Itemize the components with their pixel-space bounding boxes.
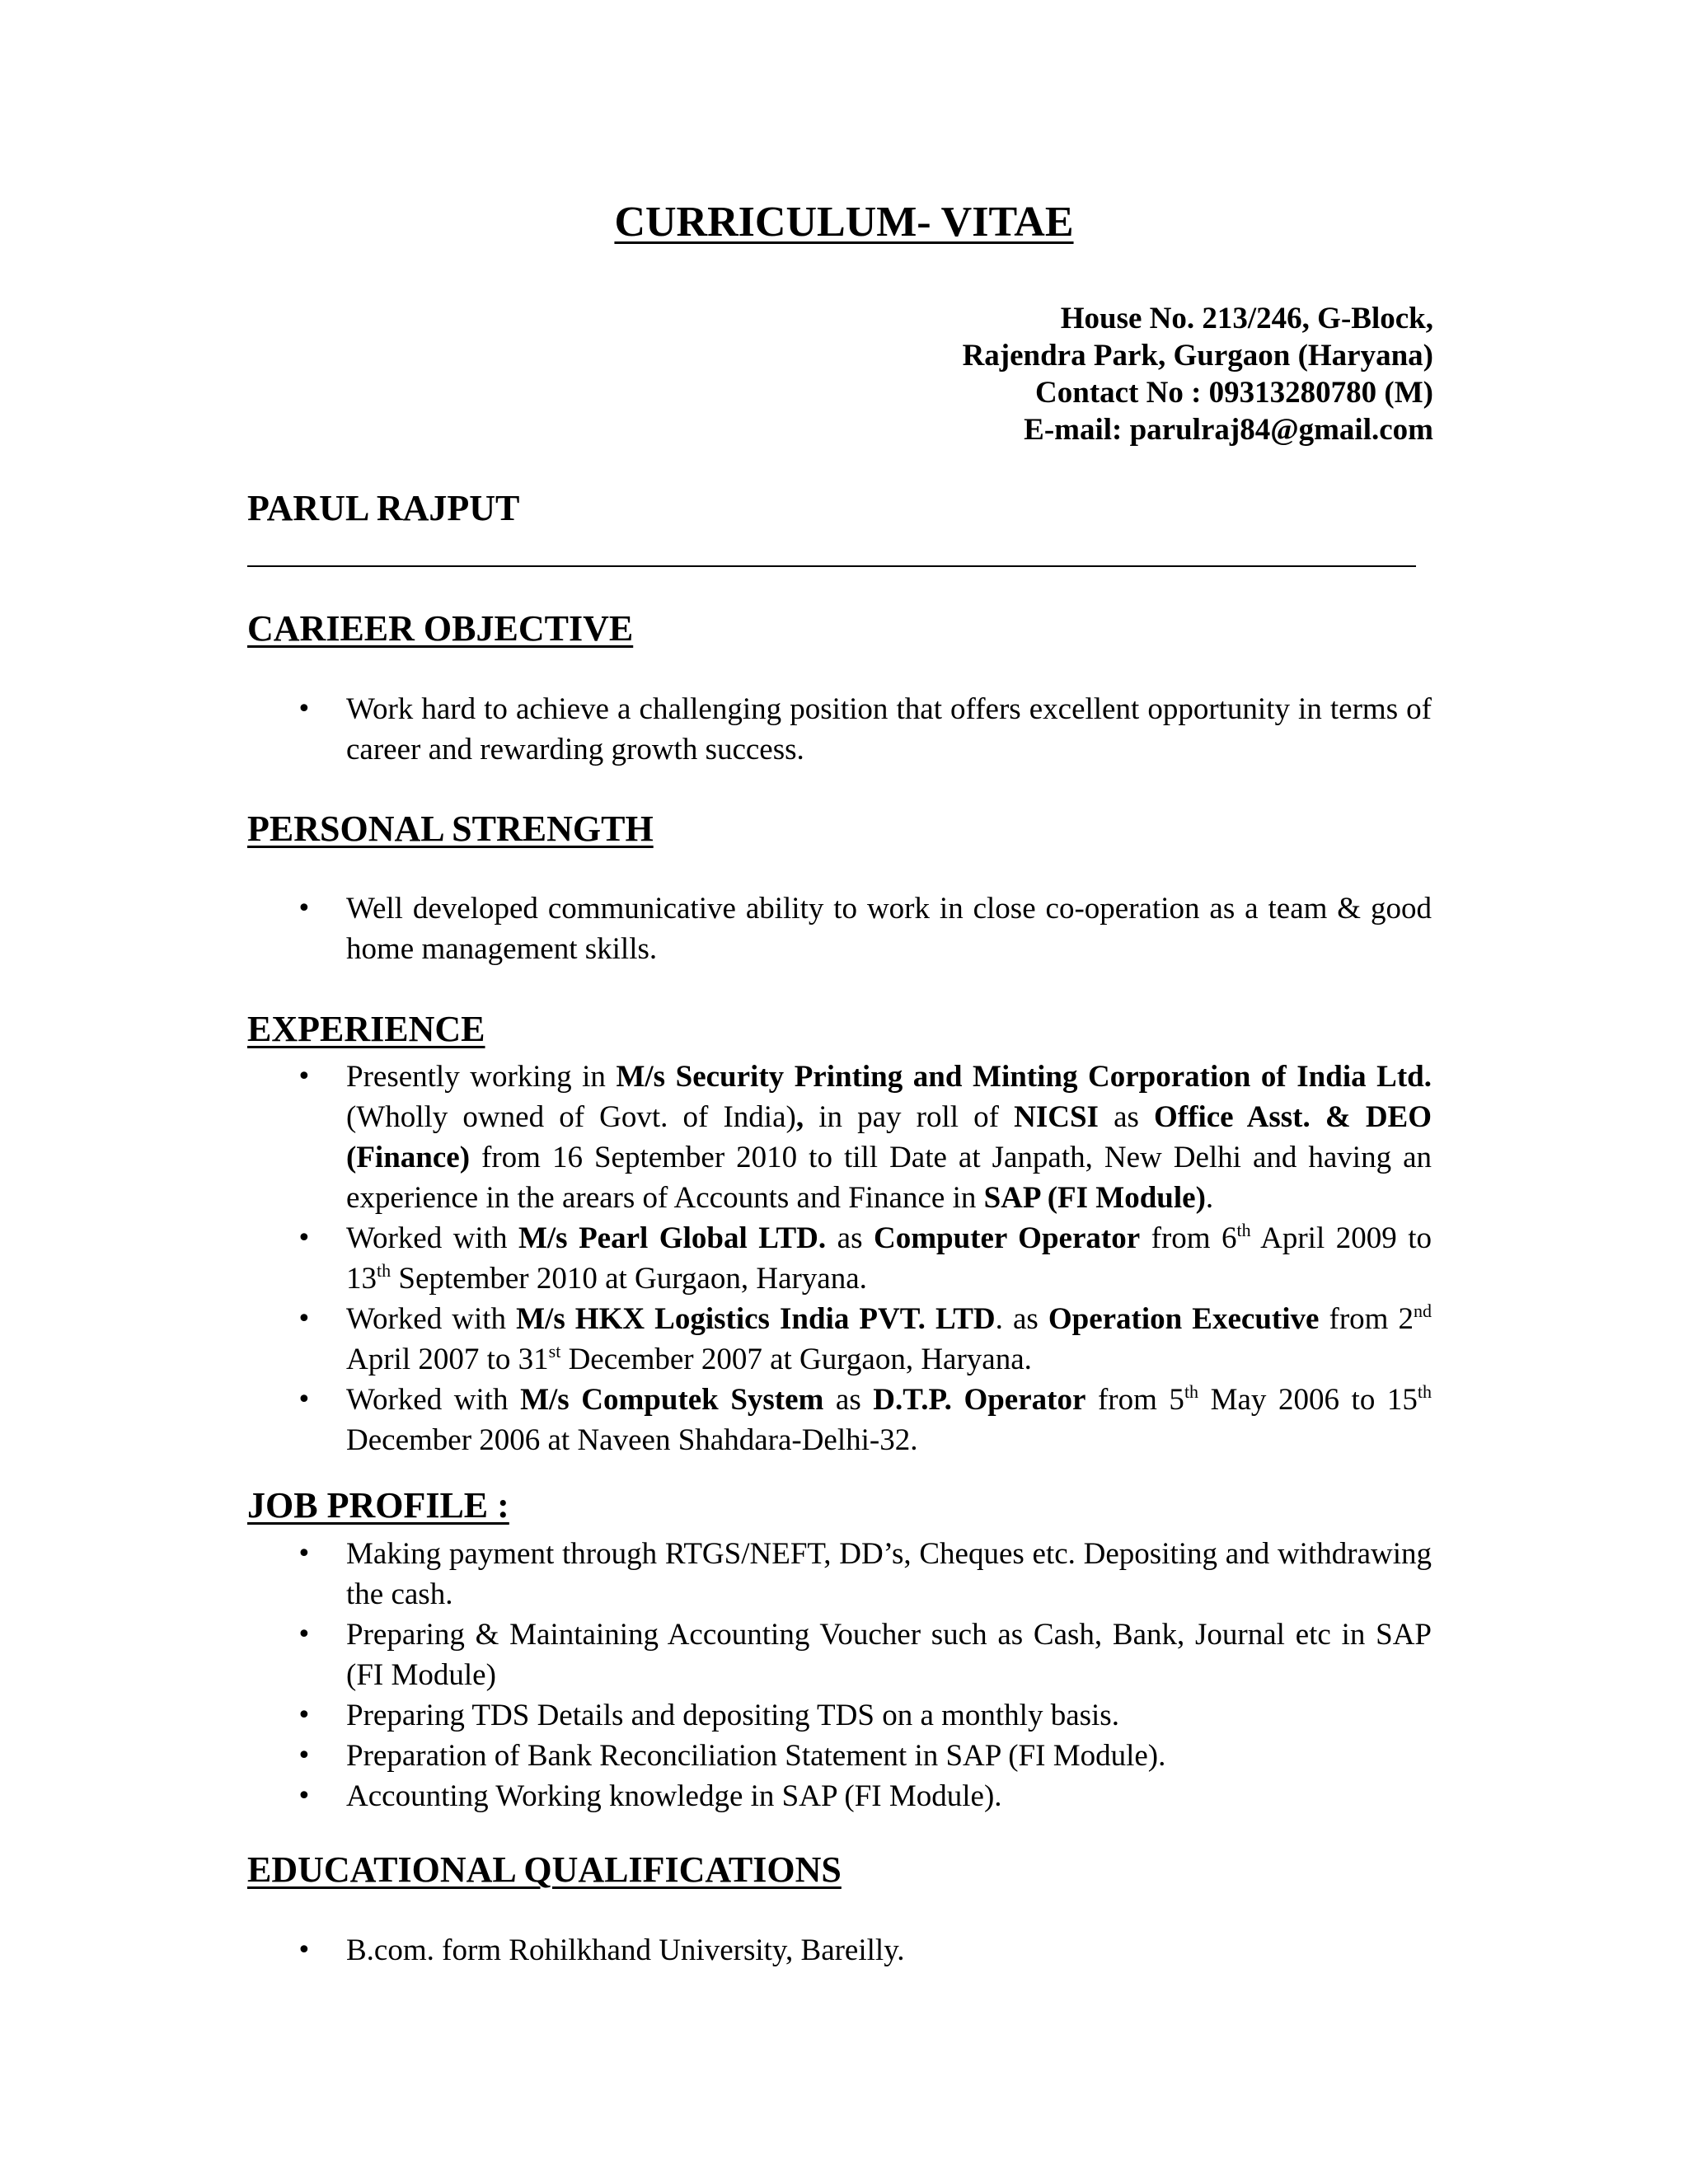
list-item: • Presently working in M/s Security Printing and Minting Corporation of India Ltd. (Wholly owned of Govt. of India), in pay roll of NICSI as Office Asst. & DEO (Finance) from 16 September 2010 to till Date at Janpath, New Delhi and having an experience in the arears of Accounts and Finance in SAP (FI Module). [247, 1057, 1432, 1218]
education-list [247, 1930, 1432, 1971]
list-item: • Preparing TDS Details and depositing TDS on a monthly basis. [247, 1695, 1432, 1736]
list-item: • Worked with M/s Computek System as D.T.P. Operator from 5th May 2006 to 15th December 2006 at Naveen Shahdara-Delhi-32. [297, 1381, 1432, 1457]
strength-list [247, 888, 1432, 969]
objective-list [247, 689, 1432, 770]
email-address: E-mail: parulraj84@gmail.com [1024, 413, 1433, 447]
bullet-icon: • [297, 695, 312, 724]
bullet-icon: • [297, 1701, 312, 1730]
section-heading-education: EDUCATIONAL QUALIFICATIONS [247, 1849, 842, 1890]
candidate-name: PARUL RAJPUT [247, 488, 520, 528]
bullet-icon: • [297, 1782, 312, 1811]
section-heading-job-profile: JOB PROFILE : [247, 1485, 509, 1526]
list-item: • Worked with M/s HKX Logistics India PVT. LTD. as Operation Executive from 2nd April 2007 to 31st December 2007 at Gurgaon, Haryana. [297, 1301, 1432, 1376]
list-item: • Preparation of Bank Reconciliation Statement in SAP (FI Module). [247, 1736, 1432, 1776]
experience-list [247, 1057, 1432, 1460]
section-heading-experience: EXPERIENCE [247, 1009, 485, 1049]
bullet-icon: • [297, 1062, 312, 1091]
section-heading-objective: CARIEER OBJECTIVE [247, 608, 634, 649]
list-item: • Making payment through RTGS/NEFT, DD’s, Cheques etc. Depositing and withdrawing the cash. [247, 1534, 1432, 1615]
bullet-icon: • [297, 1936, 312, 1965]
section-heading-strength: PERSONAL STRENGTH [247, 808, 654, 849]
bullet-icon: • [297, 894, 312, 923]
address-line-2: Rajendra Park, Gurgaon (Haryana) [962, 339, 1433, 373]
list-item: • Well developed communicative ability to work in close co-operation as a team & good home management skills. [247, 888, 1432, 969]
list-item: • Accounting Working knowledge in SAP (FI Module). [247, 1776, 1432, 1816]
job-profile-list [247, 1534, 1432, 1816]
contact-number: Contact No : 09313280780 (M) [1035, 376, 1433, 410]
bullet-icon: • [297, 1620, 312, 1649]
bullet-icon: • [297, 1305, 312, 1333]
bullet-icon: • [297, 1224, 312, 1253]
document-title: CURRICULUM- VITAE [614, 199, 1074, 246]
list-item: • B.com. form Rohilkhand University, Bareilly. [247, 1930, 1432, 1971]
bullet-icon: • [297, 1385, 312, 1414]
list-item: • Preparing & Maintaining Accounting Voucher such as Cash, Bank, Journal etc in SAP (FI Module) [247, 1615, 1432, 1695]
list-item: • Worked with M/s Pearl Global LTD. as Computer Operator from 6th April 2009 to 13th September 2010 at Gurgaon, Haryana. [297, 1220, 1432, 1296]
bullet-icon: • [297, 1741, 312, 1770]
bullet-icon: • [297, 1540, 312, 1568]
contact-block [963, 300, 1433, 448]
address-line-1: House No. 213/246, G-Block, [1060, 302, 1433, 335]
horizontal-divider [247, 565, 1416, 567]
list-item: • Work hard to achieve a challenging position that offers excellent opportunity in terms of career and rewarding growth success. [247, 689, 1432, 770]
